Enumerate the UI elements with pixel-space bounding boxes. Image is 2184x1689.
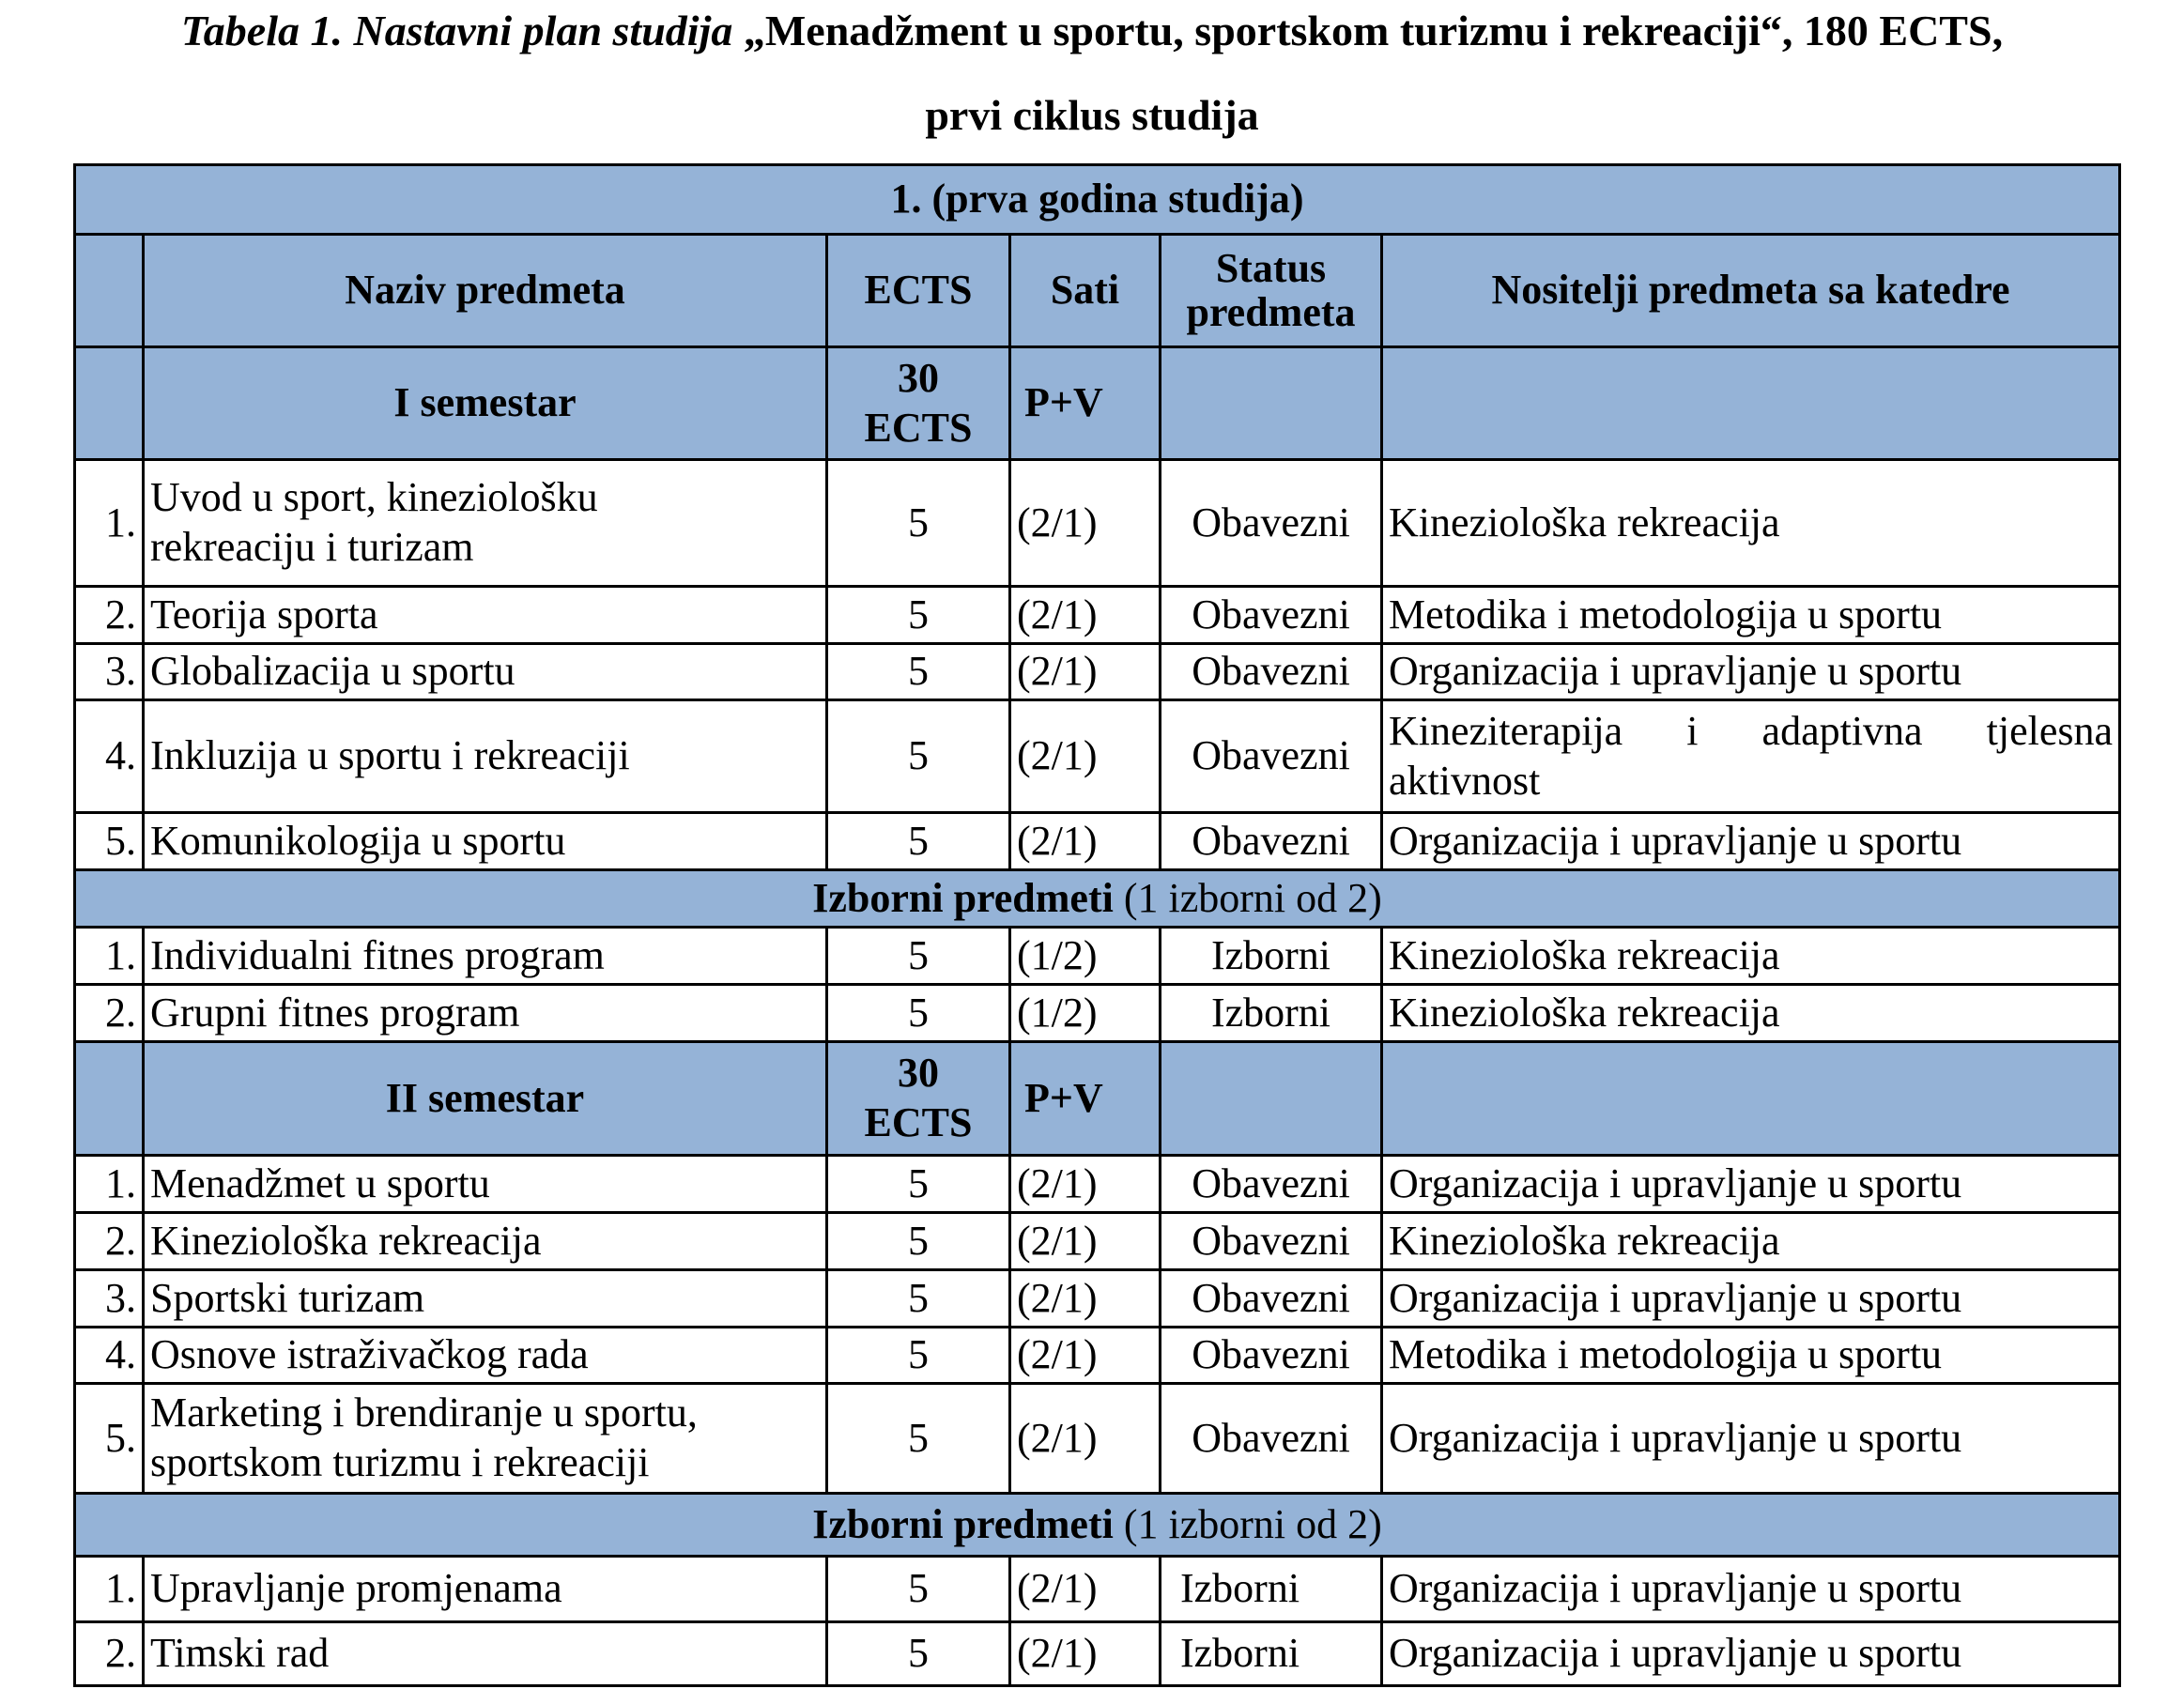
course-name: Teorija sporta <box>144 587 827 644</box>
course-ects: 5 <box>827 700 1010 813</box>
course-status: Obavezni <box>1161 813 1382 870</box>
table-row <box>75 928 2120 985</box>
semester-2-sati: P+V <box>1010 1042 1161 1156</box>
course-name-line-1: Uvod u sport, kineziološku <box>150 474 598 521</box>
course-status: Obavezni <box>1161 460 1382 587</box>
semester-2-row <box>75 1042 2120 1156</box>
col-header-ects: ECTS <box>827 235 1010 347</box>
course-department: Organizacija i upravljanje u sportu <box>1382 1557 2120 1622</box>
table-row <box>75 587 2120 644</box>
course-ects: 5 <box>827 460 1010 587</box>
col-header-status-l2: predmeta <box>1186 288 1356 335</box>
course-hours: (2/1) <box>1010 1270 1161 1328</box>
row-number: 5. <box>75 1384 144 1494</box>
row-number: 4. <box>75 700 144 813</box>
table-row <box>75 1156 2120 1213</box>
course-department: Organizacija i upravljanje u sportu <box>1382 813 2120 870</box>
course-department: Metodika i metodologija u sportu <box>1382 587 2120 644</box>
course-hours: (2/1) <box>1010 700 1161 813</box>
row-number: 5. <box>75 813 144 870</box>
electives-header-label: Izborni predmeti <box>812 874 1114 921</box>
course-status: Obavezni <box>1161 587 1382 644</box>
course-department: Organizacija i upravljanje u sportu <box>1382 1384 2120 1494</box>
semester-1-label: I semestar <box>144 347 827 460</box>
course-department: Metodika i metodologija u sportu <box>1382 1328 2120 1384</box>
course-name: Menadžmet u sportu <box>144 1156 827 1213</box>
semester-1-ects-value: 30 <box>898 354 939 401</box>
semester-1-ects <box>827 347 1010 460</box>
course-department: Kineziterapija i adaptivna tjelesna aktivnost <box>1382 700 2120 813</box>
table-row <box>75 1213 2120 1270</box>
course-department: Kineziološka rekreacija <box>1382 1213 2120 1270</box>
row-number: 1. <box>75 928 144 985</box>
semester-2-ects <box>827 1042 1010 1156</box>
course-status: Obavezni <box>1161 700 1382 813</box>
col-header-sati: Sati <box>1010 235 1161 347</box>
course-name-line-2: sportskom turizmu i rekreaciji <box>150 1439 650 1485</box>
electives-header-label: Izborni predmeti <box>812 1500 1114 1547</box>
table-row <box>75 460 2120 587</box>
course-ects: 5 <box>827 1622 1010 1686</box>
course-status: Izborni <box>1161 985 1382 1042</box>
row-number: 2. <box>75 985 144 1042</box>
electives-header-row <box>75 870 2120 928</box>
course-department: Organizacija i upravljanje u sportu <box>1382 1156 2120 1213</box>
course-name: Timski rad <box>144 1622 827 1686</box>
course-name-line-1: Marketing i brendiranje u sportu, <box>150 1390 698 1436</box>
course-status: Izborni <box>1161 1622 1382 1686</box>
course-status: Obavezni <box>1161 644 1382 700</box>
row-number: 2. <box>75 1213 144 1270</box>
course-hours: (1/2) <box>1010 928 1161 985</box>
course-ects: 5 <box>827 587 1010 644</box>
course-hours: (2/1) <box>1010 1384 1161 1494</box>
course-department: Organizacija i upravljanje u sportu <box>1382 1270 2120 1328</box>
row-number: 2. <box>75 1622 144 1686</box>
course-status: Obavezni <box>1161 1384 1382 1494</box>
course-name-line-2: rekreaciju i turizam <box>150 524 474 570</box>
row-number: 1. <box>75 1557 144 1622</box>
course-hours: (1/2) <box>1010 985 1161 1042</box>
row-number: 2. <box>75 587 144 644</box>
electives-header-note: (1 izborni od 2) <box>1113 1500 1382 1547</box>
course-status: Obavezni <box>1161 1156 1382 1213</box>
table-row <box>75 1622 2120 1686</box>
course-hours: (2/1) <box>1010 460 1161 587</box>
table-row <box>75 1384 2120 1494</box>
row-number: 1. <box>75 460 144 587</box>
course-name: Osnove istraživačkog rada <box>144 1328 827 1384</box>
table-row <box>75 644 2120 700</box>
course-ects: 5 <box>827 1270 1010 1328</box>
course-name <box>144 460 827 587</box>
row-number: 3. <box>75 1270 144 1328</box>
semester-2-ects-unit: ECTS <box>864 1099 973 1145</box>
course-ects: 5 <box>827 1213 1010 1270</box>
course-hours: (2/1) <box>1010 587 1161 644</box>
course-status: Izborni <box>1161 928 1382 985</box>
course-status: Obavezni <box>1161 1328 1382 1384</box>
course-status: Obavezni <box>1161 1270 1382 1328</box>
course-hours: (2/1) <box>1010 644 1161 700</box>
course-department: Organizacija i upravljanje u sportu <box>1382 1622 2120 1686</box>
semester-1-ects-unit: ECTS <box>864 404 973 451</box>
course-name <box>144 1384 827 1494</box>
row-number: 3. <box>75 644 144 700</box>
year-header: 1. (prva godina studija) <box>75 165 2120 235</box>
course-name: Grupni fitnes program <box>144 985 827 1042</box>
course-status: Izborni <box>1161 1557 1382 1622</box>
curriculum-table <box>73 163 2121 1687</box>
course-department: Kineziološka rekreacija <box>1382 928 2120 985</box>
course-status: Obavezni <box>1161 1213 1382 1270</box>
semester-1-row <box>75 347 2120 460</box>
course-hours: (2/1) <box>1010 1622 1161 1686</box>
course-department: Kineziološka rekreacija <box>1382 985 2120 1042</box>
electives-header-note: (1 izborni od 2) <box>1113 874 1382 921</box>
course-hours: (2/1) <box>1010 1213 1161 1270</box>
year-header-row <box>75 165 2120 235</box>
course-ects: 5 <box>827 1557 1010 1622</box>
table-row <box>75 1328 2120 1384</box>
semester-2-ects-value: 30 <box>898 1050 939 1097</box>
course-name: Individualni fitnes program <box>144 928 827 985</box>
course-ects: 5 <box>827 813 1010 870</box>
table-caption <box>0 9 2184 53</box>
column-header-row <box>75 235 2120 347</box>
electives-header-row <box>75 1494 2120 1557</box>
table-row <box>75 813 2120 870</box>
col-header-status <box>1161 235 1382 347</box>
table-row <box>75 700 2120 813</box>
col-header-status-l1: Status <box>1215 245 1327 292</box>
semester-2-label: II semestar <box>144 1042 827 1156</box>
caption-prefix: Tabela 1. Nastavni plan studija <box>180 7 733 54</box>
course-hours: (2/1) <box>1010 1557 1161 1622</box>
course-hours: (2/1) <box>1010 813 1161 870</box>
table-row <box>75 1270 2120 1328</box>
course-ects: 5 <box>827 1328 1010 1384</box>
course-hours: (2/1) <box>1010 1328 1161 1384</box>
course-name: Komunikologija u sportu <box>144 813 827 870</box>
course-hours: (2/1) <box>1010 1156 1161 1213</box>
col-header-dept: Nositelji predmeta sa katedre <box>1382 235 2120 347</box>
caption-line-2: prvi ciklus studija <box>925 91 1259 139</box>
electives-header <box>75 1494 2120 1557</box>
row-number: 1. <box>75 1156 144 1213</box>
table-row <box>75 1557 2120 1622</box>
caption-title: „Menadžment u sportu, sportskom turizmu i rekreaciji“, 180 ECTS, <box>732 7 2004 54</box>
course-ects: 5 <box>827 1384 1010 1494</box>
course-ects: 5 <box>827 985 1010 1042</box>
electives-header <box>75 870 2120 928</box>
course-ects: 5 <box>827 928 1010 985</box>
course-name: Globalizacija u sportu <box>144 644 827 700</box>
course-ects: 5 <box>827 1156 1010 1213</box>
course-name: Sportski turizam <box>144 1270 827 1328</box>
row-number: 4. <box>75 1328 144 1384</box>
col-header-num <box>75 235 144 347</box>
course-ects: 5 <box>827 644 1010 700</box>
course-department: Organizacija i upravljanje u sportu <box>1382 644 2120 700</box>
table-row <box>75 985 2120 1042</box>
course-name: Upravljanje promjenama <box>144 1557 827 1622</box>
semester-1-sati: P+V <box>1010 347 1161 460</box>
course-department: Kineziološka rekreacija <box>1382 460 2120 587</box>
course-name: Kineziološka rekreacija <box>144 1213 827 1270</box>
col-header-name: Naziv predmeta <box>144 235 827 347</box>
course-name: Inkluzija u sportu i rekreaciji <box>144 700 827 813</box>
